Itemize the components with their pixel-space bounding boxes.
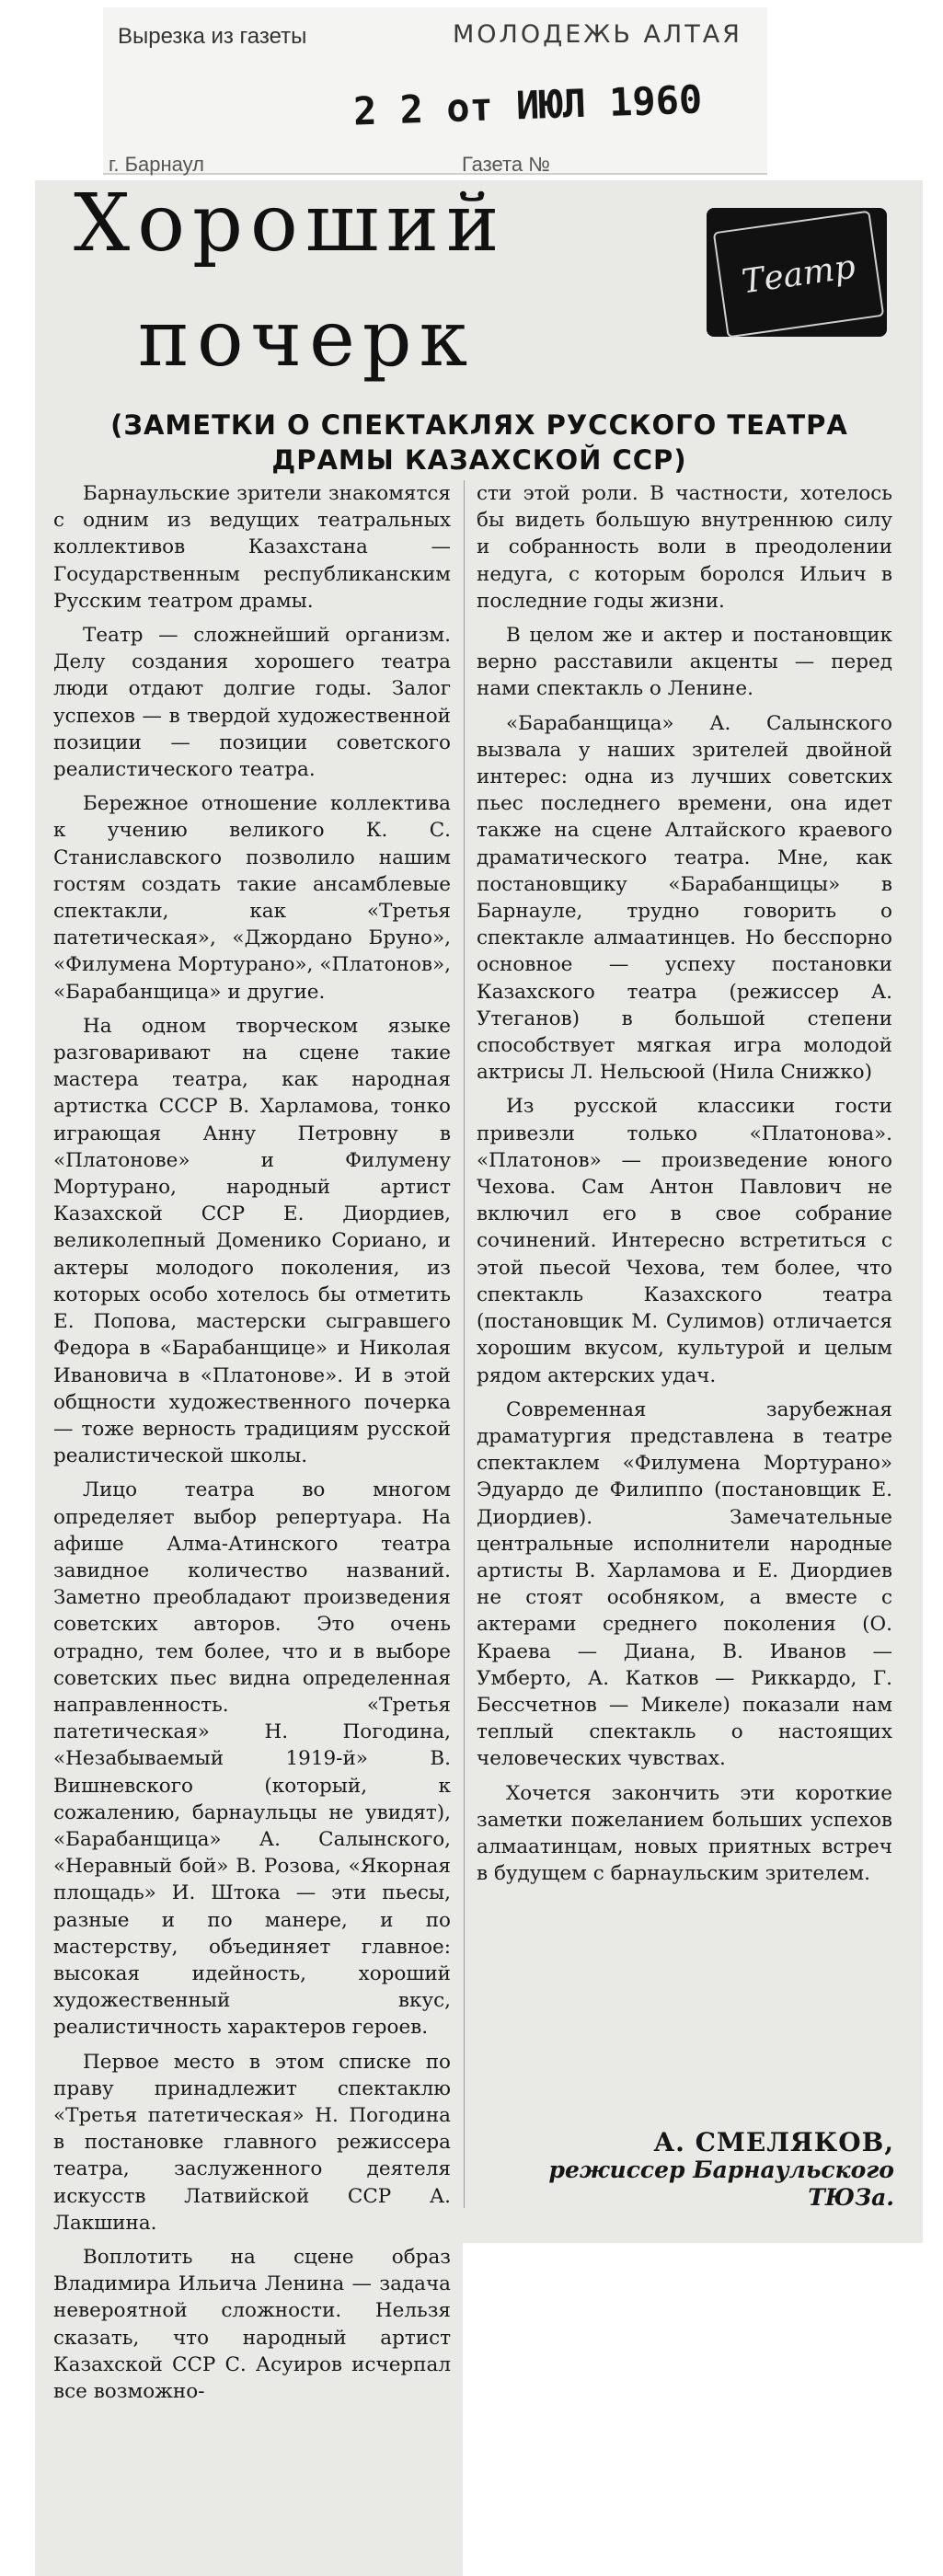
paragraph: Хочется закончить эти короткие заметки пожеланием больших успехов алмаатинцам, новых приятных встреч в будущем с барнаульским зрителем. [477,1781,892,1886]
column-divider [464,480,465,2208]
paragraph: Барнаульские зрители знакомятся с одним из ведущих театральных коллективов Казахстана — Государственным республиканским Русским театром драмы. [53,482,451,613]
clipping-source-label: Вырезка из газеты [118,24,307,49]
headline-line-1: Хороший [74,178,507,270]
paragraph: Первое место в этом списке по праву принадлежит спектаклю «Третья патетическая» Н. Погодина в постановке главного режиссера театра, заслуженного деятеля искусств Латвийской ССР А. Лакшина. [53,2050,451,2235]
rubric-label: Театр [713,211,884,339]
city-label: г. Барнаул [109,153,204,176]
paragraph: Лицо театра во многом определяет выбор репертуара. На афише Алма-Атинского театра завидное количество названий. Заметно преобладают произведения советских авторов. Это очень отрадно, тем более, что и в выборе советских пьес видна определенная направленность. «Третья патетическая» Н. Погодина, «Незабываемый 1919-й» В. Вишневского (который, к сожалению, барнаульцы не увидят), «Барабанщица» А. Салынского, «Неравный бой» В. Розова, «Якорная площадь» И. Штока — эти пьесы, разные и по манере, и по мастерству, объединяет главное: высокая идейность, хороший художественный вкус, реалистичность характеров героев. [53,1478,451,2040]
author-signature [515,2129,894,2212]
paragraph: Из русской классики гости привезли только «Платонова». «Платонов» — произведение юного Чехова. Сам Антон Павлович не включил его в свое собрание сочинений. Интересно встретиться с этой пьесой Чехова, тем более, что спектакль Казахского театра (постановщик М. Сулимов) отличается хорошим вкусом, культурой и целым рядом актерских удач. [477,1095,892,1387]
paragraph: Воплотить на сцене образ Владимира Ильича Ленина — задача невероятной сложности. Нельзя сказать, что народный артист Казахской ССР С. Асуиров исчерпал все возможно- [53,2246,451,2404]
paragraph: Современная зарубежная драматургия представлена в театре спектаклем «Филумена Мортурано» Эдуардо де Филиппо (постановщик Е. Диордиев). Замечательные центральные исполнители народные артисты В. Харламова и Е. Диордиев не стоят особняком, а вместе с актерами среднего поколения (О. Краева — Диана, В. Иванов — Умберто, А. Катков — Риккардо, Г. Бессчетнов — Микеле) показали нам теплый спектакль о настоящих человеческих чувствах. [477,1397,892,1771]
author-name: А. СМЕЛЯКОВ, [653,2127,894,2157]
author-role: режиссер Барнаульского ТЮЗа. [548,2156,894,2211]
paragraph: В целом же и актер и постановщик верно расставили акценты — перед нами спектакль о Ленине. [477,624,892,701]
paragraph: Театр — сложнейший организм. Делу создания хорошего театра люди отдают долгие годы. Залог успехов — в твердой художественной позиции — позиции советского реалистического театра. [53,624,451,782]
clipping-label [103,7,767,175]
date-stamp: 2 2 от ИЮЛ 1960 [352,76,704,134]
paragraph: Бережное отношение коллектива к учению великого К. С. Станиславского позволило нашим гостям создать такие ансамблевые спектакли, как «Третья патетическая», «Джордано Бруно», «Филумена Мортурано», «Платонов», «Барабанщица» и другие. [53,792,451,1004]
paragraph: сти этой роли. В частности, хотелось бы видеть большую внутреннюю силу и собранность воли в преодолении недуга, с которым боролся Ильич в последние годы жизни. [477,482,892,613]
paragraph: «Барабанщица» А. Салынского вызвала у наших зрителей двойной интерес: одна из лучших советских пьес последнего времени, она идет также на сцене Алтайского краевого драматического театра. Мне, как постановщику «Барабанщицы» в Барнауле, трудно говорить о спектакле алмаатинцев. Но бесспорно основное — успеху постановки Казахского театра (режиссер А. Утеганов) в большой степени способствует мягкая игра молодой актрисы Л. Нельсюой (Нила Снижко) [477,711,892,1085]
article-column-2 [477,480,892,1887]
theatre-rubric-badge [707,208,887,337]
paragraph: На одном творческом языке разговаривают на сцене такие мастера театра, как народная артистка СССР В. Харламова, тонко играющая Анну Петровну в «Платонове» и Филумену Мортурано, народный артист Казахской ССР Е. Диордиев, великолепный Доменико Сориано, и актеры молодого поколения, из которых особо хотелось бы отметить Е. Попова, мастерски сыгравшего Федора в «Барабанщице» и Николая Ивановича в «Платонове». И в этой общности художественного почерка — тоже верность традициям русской реалистической школы. [53,1014,451,1468]
article-column-1 [53,480,451,2405]
issue-number-label: Газета № [462,153,550,176]
newspaper-name: МОЛОДЕЖЬ АЛТАЯ [453,20,742,49]
headline-line-2: почерк [138,293,476,384]
article-subheading: (ЗАМЕТКИ О СПЕКТАКЛЯХ РУССКОГО ТЕАТРА ДРАМЫ КАЗАХСКОЙ ССР) [110,409,848,476]
